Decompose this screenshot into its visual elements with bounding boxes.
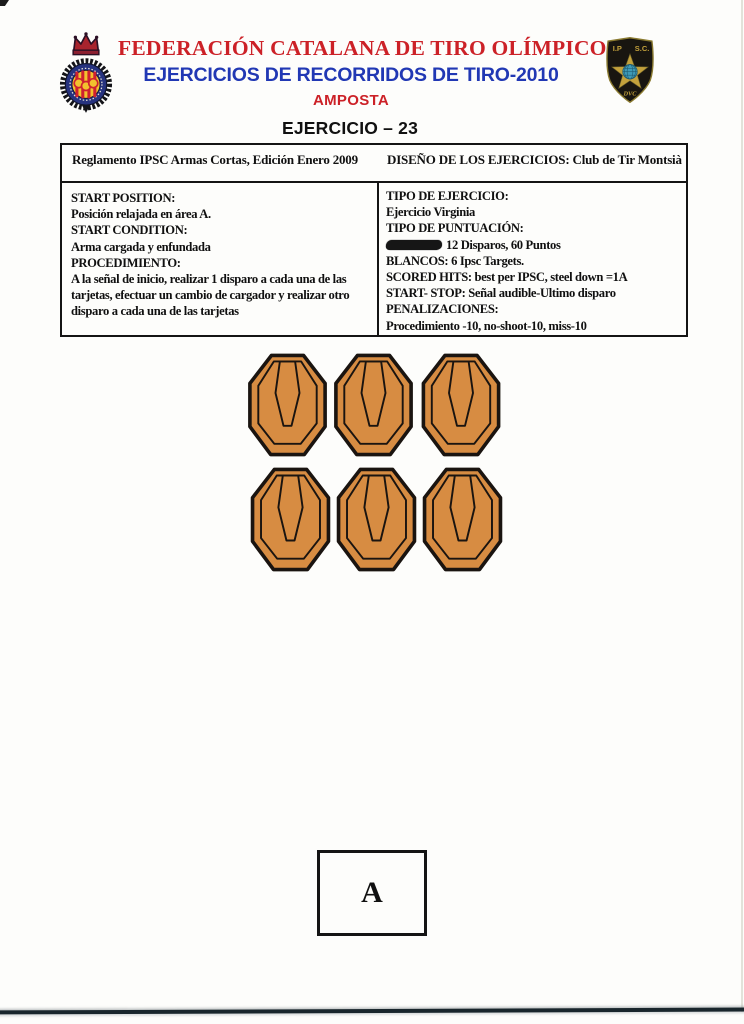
exercise-info-table <box>60 143 688 337</box>
start-procedure-column <box>62 183 379 335</box>
exercise-type-label: TIPO DE EJERCICIO: <box>386 189 509 203</box>
header-title-block <box>118 36 607 109</box>
procedure-line-3: disparo a cada una de las tarjetas <box>71 304 239 319</box>
ipsc-shield-logo <box>601 36 659 104</box>
start-stop-label: START- STOP: Señal audible-Ultimo disparo <box>386 286 616 301</box>
shooting-area-box <box>317 850 427 936</box>
rules-bar <box>62 145 686 183</box>
location-title: AMPOSTA <box>313 92 389 109</box>
start-position-label: START POSITION: <box>71 191 176 205</box>
procedure-line-2: tarjetas, efectuar un cambio de cargador y realizar otro <box>71 288 350 303</box>
ipsc-letters-left: I.P <box>612 43 622 53</box>
scoring-type-label: TIPO DE PUNTUACIÓN: <box>386 221 524 236</box>
scoring-column <box>379 183 686 335</box>
details-row <box>62 183 686 335</box>
scored-hits-label: SCORED HITS: best per IPSC, steel down =1A <box>386 270 628 285</box>
area-label: A <box>361 876 383 909</box>
federation-crest-logo <box>57 30 115 114</box>
exercise-heading: EJERCICIO – 23 <box>281 118 419 138</box>
exercise-type-value: Ejercicio Virginia <box>386 205 475 220</box>
procedure-label: PROCEDIMIENTO: <box>71 255 181 270</box>
start-condition-value: Arma cargada y enfundada <box>71 239 211 254</box>
scoring-type-value <box>386 237 680 253</box>
ipsc-target-4 <box>250 467 331 572</box>
federation-title: FEDERACIÓN CATALANA DE TIRO OLÍMPICO <box>118 36 607 60</box>
redacted-scribble-mark <box>385 240 442 250</box>
procedure-line-1: A la señal de inicio, realizar 1 disparo a cada una de las <box>71 272 347 287</box>
start-position-value: Posición relajada en área A. <box>71 207 211 222</box>
ipsc-target-6 <box>422 467 503 572</box>
ipsc-target-3 <box>420 353 502 457</box>
ipsc-motto: DVC <box>623 90 637 98</box>
scan-bottom-edge <box>0 1008 744 1014</box>
penalties-value: Procedimiento -10, no-shoot-10, miss-10 <box>386 318 587 333</box>
program-title: EJERCICIOS DE RECORRIDOS DE TIRO-2010 <box>143 64 559 86</box>
ipsc-target-2 <box>333 353 414 457</box>
shots-points-text: 12 Disparos, 60 Puntos <box>446 237 561 252</box>
ipsc-letters-right: S.C. <box>634 43 650 53</box>
start-condition-label: START CONDITION: <box>71 223 188 238</box>
ipsc-target-5 <box>336 467 417 572</box>
scan-right-edge <box>741 0 743 1012</box>
regulation-text: Reglamento IPSC Armas Cortas, Edición Enero 2009 <box>72 152 358 167</box>
penalties-label: PENALIZACIONES: <box>386 302 499 317</box>
design-text: DISEÑO DE LOS EJERCICIOS: Club de Tir Montsià <box>387 152 682 167</box>
crown-icon <box>73 32 99 54</box>
scan-corner-artifact <box>0 0 9 6</box>
ipsc-target-1 <box>247 353 328 457</box>
globe-icon <box>623 65 637 79</box>
targets-label: BLANCOS: 6 Ipsc Targets. <box>386 253 524 268</box>
